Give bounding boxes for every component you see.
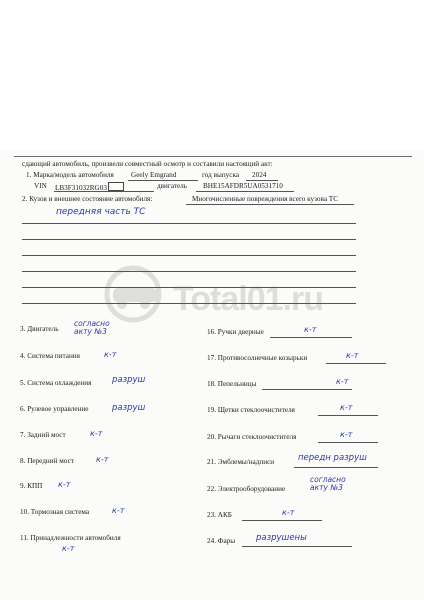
item-21-note: передн разруш — [298, 453, 367, 463]
body-condition-underline — [186, 204, 354, 205]
item-18-underline — [262, 389, 352, 390]
item-16-label: 16. Ручки дверные — [207, 328, 264, 336]
item-21-label: 21. Эмблемы/надписи — [207, 458, 275, 466]
make-model-label: 1. Марка/модель автомобиля — [26, 171, 114, 179]
blank-line-4 — [22, 271, 356, 272]
item-19-note: к-т — [340, 403, 353, 412]
item-9-note: к-т — [58, 480, 71, 489]
item-17-note: к-т — [346, 351, 359, 360]
item-23-label: 23. АКБ — [207, 511, 232, 519]
blank-line-3 — [22, 255, 356, 256]
item-22-label: 22. Электрооборудование — [207, 485, 286, 493]
item-24-label: 24. Фары — [207, 537, 236, 545]
item-10-label: 10. Тормозная система — [20, 508, 90, 516]
item-17-underline — [326, 363, 386, 364]
make-model-underline — [128, 180, 198, 181]
item-8-note: к-т — [96, 455, 109, 464]
engine-underline — [196, 191, 294, 192]
intro-text: сдающий автомобиль, произвели совместный осмотр и составили настоящий акт: — [22, 160, 273, 168]
make-model-value: Geely Emgrand — [131, 171, 177, 179]
item-24-underline — [242, 546, 352, 547]
vin-hidden-box — [108, 182, 124, 191]
engine-label: двигатель — [157, 182, 188, 190]
item-4-label: 4. Система питания — [20, 352, 80, 360]
item-18-label: 18. Пепельницы — [207, 380, 257, 388]
vin-underline — [54, 191, 154, 192]
item-8-label: 8. Передний мост — [20, 457, 74, 465]
year-label: год выпуска — [202, 171, 240, 179]
item-19-underline — [318, 415, 378, 416]
item-7-label: 7. Задний мост — [20, 431, 66, 439]
item-10-note: к-т — [112, 506, 125, 515]
blank-line-6 — [22, 303, 356, 304]
item-16-note: к-т — [304, 325, 317, 334]
vin-value: LB3F31032RG03 — [55, 184, 107, 192]
item-23-note: к-т — [282, 508, 295, 517]
item-21-underline — [294, 467, 378, 468]
body-condition-label: 2. Кузов и внешнее состояние автомобиля: — [22, 195, 153, 203]
item-24-note: разрушены — [256, 533, 307, 543]
blank-line-1 — [22, 223, 356, 224]
item-4-note: к-т — [104, 350, 117, 359]
item-20-label: 20. Рычаги стеклоочистителя — [207, 433, 297, 441]
item-11-label: 11. Принадлежности автомобиля — [20, 534, 121, 542]
scanned-form-area — [0, 150, 424, 600]
item-16-underline — [270, 337, 352, 338]
item-18-note: к-т — [336, 377, 349, 386]
item-20-underline — [318, 442, 378, 443]
item-5-note: разруш — [112, 375, 146, 385]
item-6-label: 6. Рулевое управление — [20, 405, 89, 413]
item-6-note: разруш — [112, 403, 146, 413]
body-condition-value: Многочисленные повреждения всего кузова ТС — [192, 195, 338, 203]
item-7-note: к-т — [90, 429, 103, 438]
vin-label: VIN — [34, 182, 47, 190]
handwritten-body-note: передняя часть ТС — [56, 207, 146, 217]
item-11-note: к-т — [62, 544, 75, 553]
page-fold-line — [14, 156, 412, 157]
item-19-label: 19. Щетки стеклоочистителя — [207, 406, 295, 414]
engine-value: BHE15AFDR5UA0531710 — [203, 182, 283, 190]
item-3-note: согласно акту №3 — [74, 319, 110, 336]
item-17-label: 17. Противосолнечные козырьки — [207, 354, 308, 362]
item-9-label: 9. КПП — [20, 482, 43, 490]
item-23-underline — [242, 520, 322, 521]
item-5-label: 5. Система охлаждения — [20, 379, 92, 387]
item-20-note: к-т — [340, 430, 353, 439]
item-22-note: согласно акту №3 — [310, 475, 346, 492]
item-3-label: 3. Двигатель — [20, 325, 59, 333]
blank-line-5 — [22, 287, 356, 288]
year-underline — [246, 180, 278, 181]
year-value: 2024 — [252, 171, 267, 179]
blank-header-area — [0, 0, 424, 150]
blank-line-2 — [22, 239, 356, 240]
